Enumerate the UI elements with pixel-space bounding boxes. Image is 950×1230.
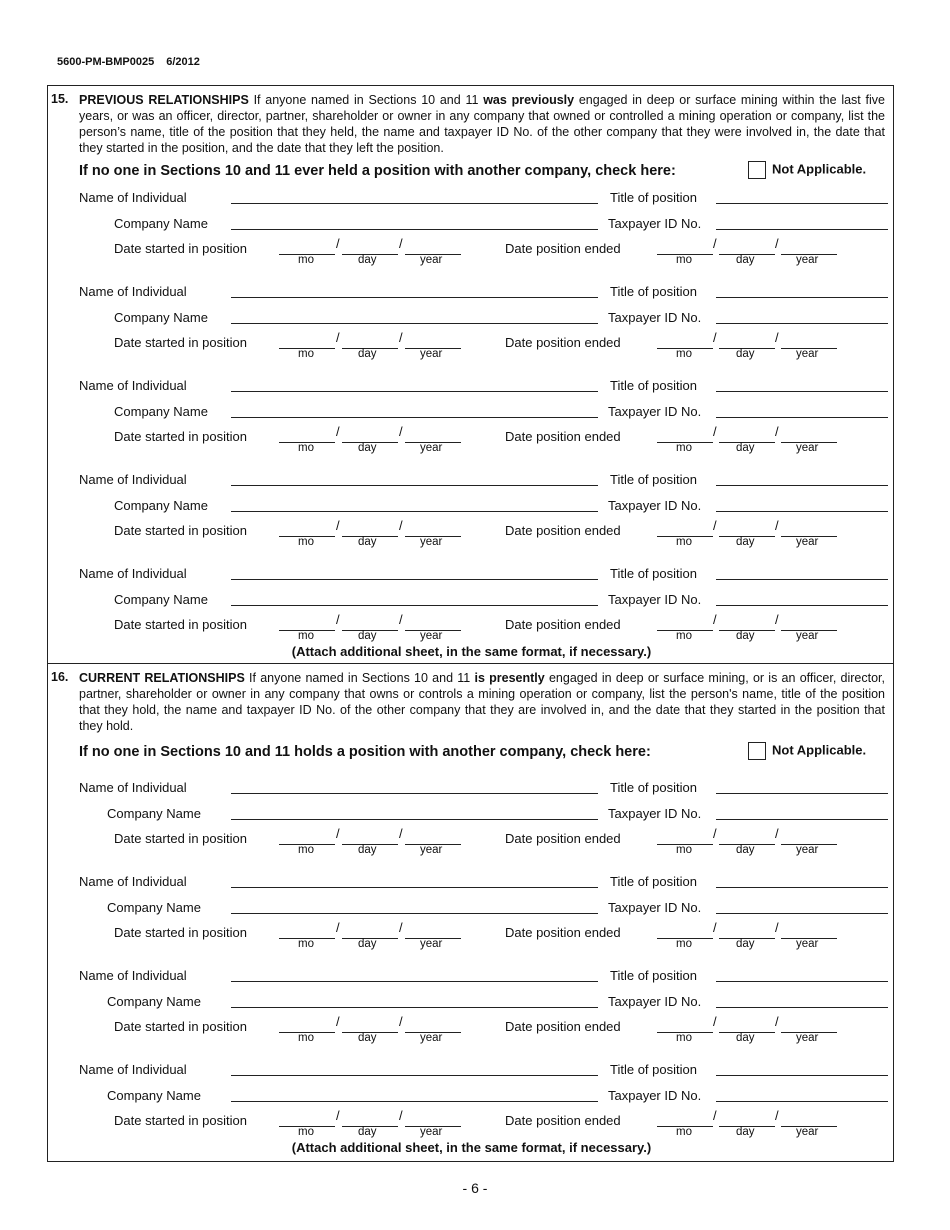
company-label: Company Name xyxy=(107,1088,201,1103)
date-ended-label: Date position ended xyxy=(505,1019,621,1034)
company-label: Company Name xyxy=(114,310,208,325)
date-started-label: Date started in position xyxy=(114,241,247,256)
company-input[interactable] xyxy=(231,912,598,914)
title-label: Title of position xyxy=(610,190,697,205)
date-started-label: Date started in position xyxy=(114,429,247,444)
not-applicable-option: Not Applicable. xyxy=(748,161,866,179)
date-ended-label: Date position ended xyxy=(505,831,621,846)
company-label: Company Name xyxy=(107,900,201,915)
taxpayer-input[interactable] xyxy=(716,510,888,512)
company-label: Company Name xyxy=(114,592,208,607)
date-ended-label: Date position ended xyxy=(505,925,621,940)
taxpayer-input[interactable] xyxy=(716,1100,888,1102)
title-input[interactable] xyxy=(716,578,888,580)
title-label: Title of position xyxy=(610,284,697,299)
name-label: Name of Individual xyxy=(79,1062,187,1077)
not-applicable-instruction: If no one in Sections 10 and 11 ever held a position with another company, check here: xyxy=(79,163,676,179)
taxpayer-label: Taxpayer ID No. xyxy=(608,994,702,1009)
section-intro: PREVIOUS RELATIONSHIPS If anyone named in Sections 10 and 11 was previously engaged in deep or surface mining within the last five years, or was an officer, director, partner, shareholder or owner in any company that owned or controlled a mining operation or company, list the person’s name, title of the position that they held, the name and taxpayer ID No. of the other company that they were involved in, the date that they started in the position, and the date that they left the position. xyxy=(79,93,885,155)
title-label: Title of position xyxy=(610,874,697,889)
name-input[interactable] xyxy=(231,296,598,298)
date-started-label: Date started in position xyxy=(114,335,247,350)
date-started-label: Date started in position xyxy=(114,1113,247,1128)
name-input[interactable] xyxy=(231,390,598,392)
name-input[interactable] xyxy=(231,484,598,486)
title-input[interactable] xyxy=(716,484,888,486)
date-ended-label: Date position ended xyxy=(505,1113,621,1128)
taxpayer-input[interactable] xyxy=(716,416,888,418)
form-revision: 6/2012 xyxy=(166,56,200,68)
section-heading: PREVIOUS RELATIONSHIPS xyxy=(79,93,249,107)
name-label: Name of Individual xyxy=(79,190,187,205)
company-input[interactable] xyxy=(231,416,598,418)
section-previous-relationships xyxy=(47,85,894,664)
company-label: Company Name xyxy=(107,994,201,1009)
taxpayer-label: Taxpayer ID No. xyxy=(608,806,702,821)
attach-note: (Attach additional sheet, in the same format, if necessary.) xyxy=(291,1140,652,1155)
taxpayer-input[interactable] xyxy=(716,322,888,324)
name-input[interactable] xyxy=(231,886,598,888)
attach-note: (Attach additional sheet, in the same format, if necessary.) xyxy=(291,644,652,659)
title-input[interactable] xyxy=(716,296,888,298)
form-identifier xyxy=(57,56,200,68)
name-label: Name of Individual xyxy=(79,284,187,299)
section-number: 15. xyxy=(51,92,69,106)
title-label: Title of position xyxy=(610,472,697,487)
title-label: Title of position xyxy=(610,566,697,581)
relationship-entry: Name of Individual Title of position Company Name Taxpayer ID No. Date started in position / / mo day year Date position ended / / mo day year xyxy=(48,472,895,542)
section-heading: CURRENT RELATIONSHIPS xyxy=(79,671,245,685)
name-input[interactable] xyxy=(231,792,598,794)
form-number: 5600-PM-BMP0025 xyxy=(57,56,155,68)
title-input[interactable] xyxy=(716,390,888,392)
not-applicable-checkbox[interactable] xyxy=(748,161,766,179)
title-input[interactable] xyxy=(716,202,888,204)
relationship-entry: Name of Individual Title of position Company Name Taxpayer ID No. Date started in position / / mo day year Date position ended / / mo day year xyxy=(48,780,895,850)
name-label: Name of Individual xyxy=(79,874,187,889)
date-started-label: Date started in position xyxy=(114,1019,247,1034)
taxpayer-input[interactable] xyxy=(716,818,888,820)
relationship-entry: Name of Individual Title of position Company Name Taxpayer ID No. Date started in position / / mo day year Date position ended / / mo day year xyxy=(48,190,895,260)
company-input[interactable] xyxy=(231,1006,598,1008)
title-input[interactable] xyxy=(716,792,888,794)
relationship-entry: Name of Individual Title of position Company Name Taxpayer ID No. Date started in position / / mo day year Date position ended / / mo day year xyxy=(48,284,895,354)
date-started-label: Date started in position xyxy=(114,925,247,940)
title-input[interactable] xyxy=(716,886,888,888)
name-label: Name of Individual xyxy=(79,780,187,795)
date-ended-label: Date position ended xyxy=(505,335,621,350)
title-label: Title of position xyxy=(610,968,697,983)
taxpayer-label: Taxpayer ID No. xyxy=(608,216,702,231)
company-input[interactable] xyxy=(231,322,598,324)
title-label: Title of position xyxy=(610,378,697,393)
company-input[interactable] xyxy=(231,510,598,512)
company-input[interactable] xyxy=(231,604,598,606)
taxpayer-input[interactable] xyxy=(716,912,888,914)
company-input[interactable] xyxy=(231,1100,598,1102)
taxpayer-label: Taxpayer ID No. xyxy=(608,592,702,607)
name-label: Name of Individual xyxy=(79,968,187,983)
company-input[interactable] xyxy=(231,228,598,230)
section-intro: CURRENT RELATIONSHIPS If anyone named in Sections 10 and 11 is presently engaged in deep or surface mining, or is an officer, director, partner, shareholder or owner in any company that owns or controls a mining operation or company, list the person's name, title of the position that they hold, the name and taxpayer ID No. of the other company that they are involved in, and the date that they started in the position that they hold. xyxy=(79,671,885,733)
company-input[interactable] xyxy=(231,818,598,820)
relationship-entry: Name of Individual Title of position Company Name Taxpayer ID No. Date started in position / / mo day year Date position ended / / mo day year xyxy=(48,566,895,636)
relationship-entry: Name of Individual Title of position Company Name Taxpayer ID No. Date started in position / / mo day year Date position ended / / mo day year xyxy=(48,968,895,1038)
taxpayer-input[interactable] xyxy=(716,1006,888,1008)
not-applicable-checkbox[interactable] xyxy=(748,742,766,760)
company-label: Company Name xyxy=(107,806,201,821)
name-input[interactable] xyxy=(231,1074,598,1076)
date-ended-label: Date position ended xyxy=(505,523,621,538)
relationship-entry: Name of Individual Title of position Company Name Taxpayer ID No. Date started in position / / mo day year Date position ended / / mo day year xyxy=(48,1062,895,1132)
not-applicable-instruction: If no one in Sections 10 and 11 holds a position with another company, check here: xyxy=(79,744,651,760)
name-input[interactable] xyxy=(231,202,598,204)
date-started-label: Date started in position xyxy=(114,523,247,538)
date-ended-label: Date position ended xyxy=(505,429,621,444)
taxpayer-label: Taxpayer ID No. xyxy=(608,900,702,915)
name-input[interactable] xyxy=(231,578,598,580)
title-input[interactable] xyxy=(716,980,888,982)
name-label: Name of Individual xyxy=(79,472,187,487)
title-input[interactable] xyxy=(716,1074,888,1076)
title-label: Title of position xyxy=(610,780,697,795)
section-number: 16. xyxy=(51,670,69,684)
taxpayer-label: Taxpayer ID No. xyxy=(608,310,702,325)
company-label: Company Name xyxy=(114,404,208,419)
name-label: Name of Individual xyxy=(79,378,187,393)
page-number: - 6 - xyxy=(462,1180,488,1196)
date-started-label: Date started in position xyxy=(114,617,247,632)
section-current-relationships xyxy=(47,664,894,1162)
name-label: Name of Individual xyxy=(79,566,187,581)
relationship-entry: Name of Individual Title of position Company Name Taxpayer ID No. Date started in position / / mo day year Date position ended / / mo day year xyxy=(48,378,895,448)
company-label: Company Name xyxy=(114,216,208,231)
taxpayer-label: Taxpayer ID No. xyxy=(608,498,702,513)
taxpayer-input[interactable] xyxy=(716,604,888,606)
not-applicable-option: Not Applicable. xyxy=(748,742,866,760)
title-label: Title of position xyxy=(610,1062,697,1077)
taxpayer-input[interactable] xyxy=(716,228,888,230)
date-ended-label: Date position ended xyxy=(505,241,621,256)
taxpayer-label: Taxpayer ID No. xyxy=(608,404,702,419)
date-ended-label: Date position ended xyxy=(505,617,621,632)
company-label: Company Name xyxy=(114,498,208,513)
taxpayer-label: Taxpayer ID No. xyxy=(608,1088,702,1103)
name-input[interactable] xyxy=(231,980,598,982)
relationship-entry: Name of Individual Title of position Company Name Taxpayer ID No. Date started in position / / mo day year Date position ended / / mo day year xyxy=(48,874,895,944)
date-started-label: Date started in position xyxy=(114,831,247,846)
